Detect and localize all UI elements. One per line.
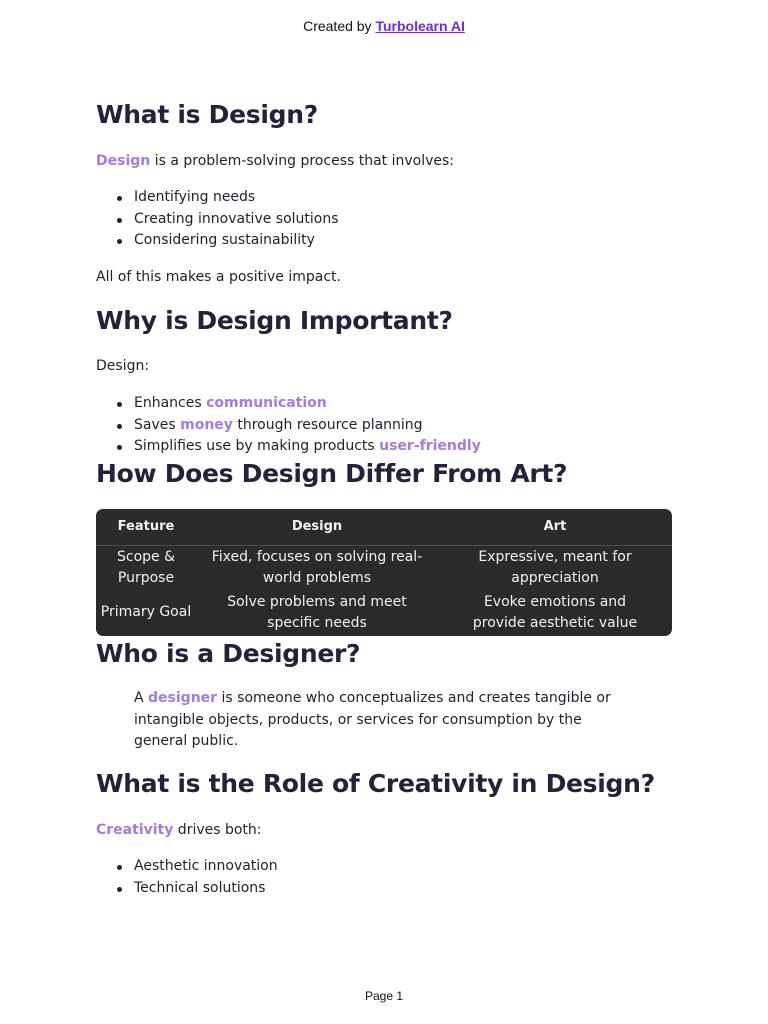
credit-line — [0, 18, 768, 34]
list-item — [96, 436, 676, 458]
designer-term: designer — [148, 690, 218, 706]
table-cell: Primary Goal — [100, 604, 192, 620]
table-row — [96, 590, 672, 635]
column-header-art: Art — [438, 509, 672, 545]
creativity-list — [96, 856, 676, 899]
table-header-row — [96, 509, 672, 545]
heading-what-is-design: What is Design? — [96, 100, 318, 129]
money-term: money — [180, 416, 233, 433]
design-closing: All of this makes a positive impact. — [96, 269, 341, 285]
user-friendly-term: user-friendly — [379, 438, 481, 455]
table-cell: Scope & Purpose — [116, 548, 176, 586]
design-definition — [96, 151, 676, 172]
credit-prefix: Created by — [303, 18, 376, 34]
creativity-intro-rest: drives both: — [173, 822, 262, 838]
bullet-text: Simplifies use by making products — [134, 438, 380, 455]
design-involves-list — [96, 187, 676, 252]
design-definition-rest: is a problem-solving process that involves: — [150, 153, 455, 169]
why-important-list — [96, 393, 676, 458]
designer-pre: A — [134, 690, 149, 706]
table-cell: Solve problems and meet specific needs — [227, 593, 407, 631]
creativity-term: Creativity — [96, 822, 174, 838]
heading-who-is-designer: Who is a Designer? — [96, 639, 361, 668]
column-header-feature: Feature — [96, 509, 196, 545]
turbolearn-link[interactable]: Turbolearn AI — [375, 18, 465, 34]
designer-rest: is someone who conceptualizes and creates tangible or intangible objects, products, or services for consumption by the general public. — [134, 690, 611, 749]
designer-definition — [134, 688, 624, 753]
why-intro: Design: — [96, 358, 150, 374]
creativity-intro — [96, 820, 676, 841]
heading-creativity-role: What is the Role of Creativity in Design? — [96, 769, 655, 798]
communication-term: communication — [206, 395, 327, 411]
table-cell: Fixed, focuses on solving real-world problems — [211, 548, 423, 586]
list-item: Considering sustainability — [96, 230, 676, 252]
list-item: Identifying needs — [96, 187, 676, 209]
list-item: Technical solutions — [96, 878, 676, 900]
list-item — [96, 393, 676, 415]
table-cell: Evoke emotions and provide aesthetic value — [472, 593, 638, 631]
bullet-text: Saves — [134, 416, 181, 433]
list-item: Creating innovative solutions — [96, 209, 676, 231]
heading-why-important: Why is Design Important? — [96, 306, 453, 335]
comparison-table — [96, 509, 672, 636]
page-number: Page 1 — [364, 989, 404, 1003]
list-item — [96, 415, 676, 437]
design-term: Design — [96, 153, 151, 169]
bullet-text: through resource planning — [232, 416, 423, 433]
bullet-text: Enhances — [134, 395, 207, 411]
heading-design-vs-art: How Does Design Differ From Art? — [96, 459, 568, 488]
table-cell: Expressive, meant for appreciation — [478, 548, 632, 586]
table-row — [96, 545, 672, 590]
list-item: Aesthetic innovation — [96, 856, 676, 878]
column-header-design: Design — [196, 509, 438, 545]
